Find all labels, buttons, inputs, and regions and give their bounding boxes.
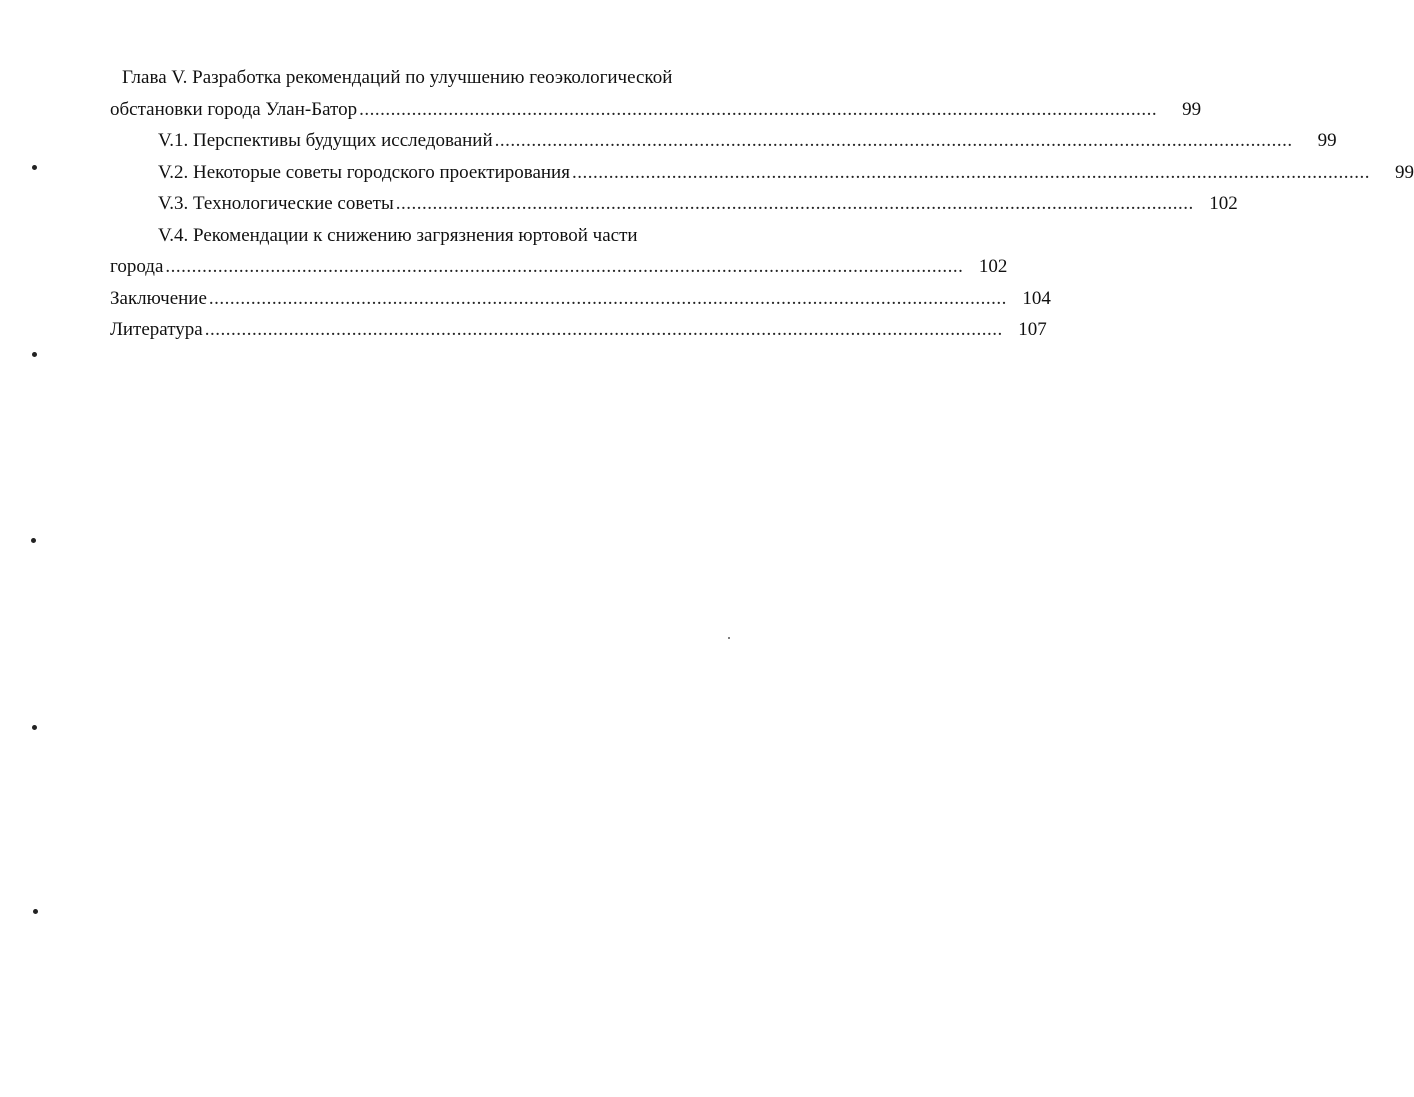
toc-conclusion — [110, 283, 1051, 315]
toc-leader-dots: ........................................................................................................................................................ — [204, 319, 1003, 340]
toc-item-v4-label-part1: V.4. Рекомендации к снижению загрязнения юртовой части — [158, 224, 638, 246]
toc-item-v3 — [110, 188, 1238, 220]
scan-mark — [31, 538, 36, 543]
toc-item-v1-label: V.1. Перспективы будущих исследований — [158, 130, 493, 151]
toc-item-v3-page: 102 — [1209, 193, 1238, 214]
toc-item-v4-page: 102 — [978, 256, 1008, 277]
toc-conclusion-label: Заключение — [110, 287, 207, 309]
toc-literature-page: 107 — [1018, 319, 1047, 340]
scan-mark — [32, 352, 37, 357]
toc-leader-dots: ........................................................................................................................................................ — [165, 256, 964, 277]
toc-chapter5-page: 99 — [1182, 98, 1202, 120]
toc-item-v2-page: 99 — [1394, 161, 1414, 183]
table-of-contents — [110, 62, 1414, 346]
toc-item-v4-line1 — [110, 220, 728, 252]
toc-chapter5-title-line2 — [110, 94, 1202, 126]
toc-leader-dots: ........................................................................................................................................................ — [494, 130, 1293, 151]
toc-leader-dots: ........................................................................................................................................................ — [359, 98, 1158, 120]
toc-item-v4-line2 — [110, 251, 1008, 283]
toc-item-v2-label: V.2. Некоторые советы городского проектирования — [158, 161, 570, 183]
toc-item-v1 — [110, 125, 1337, 157]
toc-literature-label: Литература — [110, 319, 203, 340]
scan-mark — [32, 165, 37, 170]
scan-mark — [32, 725, 37, 730]
toc-chapter5-title-part1: Глава V. Разработка рекомендаций по улучшению геоэкологической — [122, 67, 673, 88]
toc-item-v4-label-part2: города — [110, 256, 164, 277]
toc-item-v1-page: 99 — [1317, 130, 1337, 151]
toc-item-v2 — [110, 157, 1414, 189]
toc-leader-dots: ........................................................................................................................................................ — [395, 193, 1194, 214]
toc-item-v3-label: V.3. Технологические советы — [158, 193, 394, 214]
toc-chapter5-title-line1 — [110, 62, 728, 94]
toc-literature — [110, 314, 1047, 346]
toc-leader-dots: ........................................................................................................................................................ — [571, 161, 1370, 183]
toc-chapter5-title-part2: обстановки города Улан-Батор — [110, 98, 358, 120]
toc-conclusion-page: 104 — [1022, 287, 1051, 309]
scan-mark — [33, 909, 38, 914]
toc-leader-dots: ........................................................................................................................................................ — [208, 287, 1007, 309]
scan-mark — [728, 637, 730, 639]
